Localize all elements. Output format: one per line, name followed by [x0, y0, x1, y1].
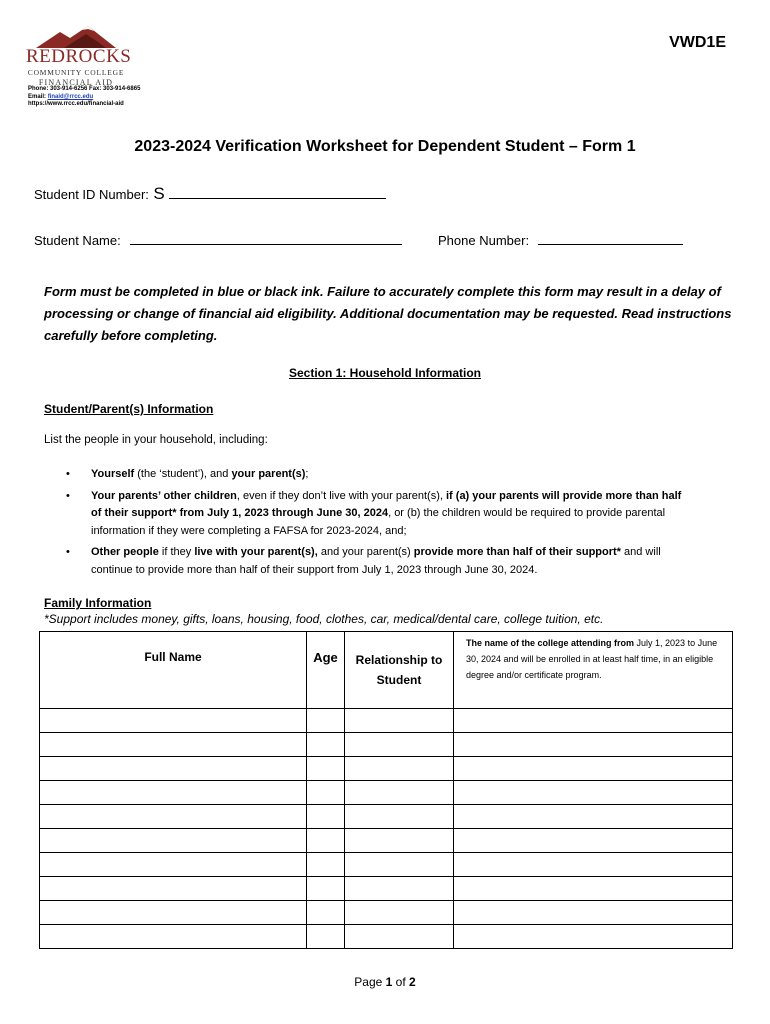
col-age: Age	[307, 632, 345, 709]
col-full-name: Full Name	[40, 632, 307, 709]
relationship-cell[interactable]	[345, 709, 454, 733]
college-cell[interactable]	[454, 853, 733, 877]
college-cell[interactable]	[454, 829, 733, 853]
name-cell[interactable]	[40, 757, 307, 781]
name-cell[interactable]	[40, 877, 307, 901]
family-table	[39, 631, 733, 949]
phone-row	[438, 230, 683, 250]
logo-subtitle: COMMUNITY COLLEGE	[27, 68, 125, 77]
college-cell[interactable]	[454, 709, 733, 733]
household-list	[66, 466, 686, 583]
student-id-prefix: S	[153, 184, 165, 203]
relationship-cell[interactable]	[345, 829, 454, 853]
support-note: *Support includes money, gifts, loans, housing, food, clothes, car, medical/dental care, college tuition, etc.	[44, 612, 604, 626]
table-row	[40, 829, 733, 853]
student-id-row	[34, 184, 386, 204]
relationship-cell[interactable]	[345, 781, 454, 805]
bullet-icon: •	[66, 468, 70, 480]
ink-notice: Form must be completed in blue or black ink. Failure to accurately complete this form may result in a delay of processing or change of financial aid eligibility. Additional documentation may be requested. Read instructions carefully before completing.	[44, 284, 732, 343]
table-row	[40, 805, 733, 829]
college-cell[interactable]	[454, 757, 733, 781]
college-cell[interactable]	[454, 805, 733, 829]
page-title: 2023-2024 Verification Worksheet for Dependent Student – Form 1	[134, 138, 636, 155]
name-cell[interactable]	[40, 901, 307, 925]
contact-info	[28, 86, 140, 109]
age-cell[interactable]	[307, 829, 345, 853]
age-cell[interactable]	[307, 757, 345, 781]
section-title: Section 1: Household Information	[288, 366, 481, 380]
age-cell[interactable]	[307, 901, 345, 925]
table-row	[40, 901, 733, 925]
name-cell[interactable]	[40, 805, 307, 829]
relationship-cell[interactable]	[345, 901, 454, 925]
table-row	[40, 925, 733, 949]
college-cell[interactable]	[454, 901, 733, 925]
relationship-cell[interactable]	[345, 757, 454, 781]
college-cell[interactable]	[454, 925, 733, 949]
student-id-field[interactable]	[169, 184, 386, 199]
student-id-label: Student ID Number:	[34, 187, 149, 202]
student-name-row	[34, 230, 402, 250]
age-cell[interactable]	[307, 853, 345, 877]
table-row	[40, 853, 733, 877]
relationship-cell[interactable]	[345, 925, 454, 949]
bullet-icon: •	[66, 546, 70, 558]
age-cell[interactable]	[307, 805, 345, 829]
email-line	[28, 94, 140, 102]
col-relationship: Relationship to Student	[345, 632, 454, 709]
college-cell[interactable]	[454, 877, 733, 901]
website-link[interactable]: https://www.rrcc.edu/financial-aid	[28, 101, 124, 107]
mountain-logo-icon	[26, 26, 126, 48]
family-info-title: Family Information	[44, 596, 152, 610]
list-item: • Yourself (the ‘student’), and your parent(s);	[66, 466, 686, 484]
email-label: Email:	[28, 93, 48, 100]
name-cell[interactable]	[40, 733, 307, 757]
phone-label: Phone Number:	[438, 233, 530, 248]
name-cell[interactable]	[40, 829, 307, 853]
form-code: VWD1E	[669, 34, 726, 51]
age-cell[interactable]	[307, 925, 345, 949]
table-row	[40, 733, 733, 757]
table-row	[40, 709, 733, 733]
table-header-row	[40, 632, 733, 709]
college-cell[interactable]	[454, 733, 733, 757]
page-number: Page 1 of 2	[354, 975, 416, 989]
list-item: • Your parents’ other children, even if they don’t live with your parent(s), if (a) your parents will provide more than half of their support* from July 1, 2023 through June 30, 2024, or (b) the children would be required to provide parental information if they were completing a FAFSA for 2023-2024, and;	[66, 489, 682, 537]
logo-department: FINANCIAL AID	[38, 78, 114, 87]
name-cell[interactable]	[40, 853, 307, 877]
age-cell[interactable]	[307, 781, 345, 805]
student-name-field[interactable]	[130, 230, 402, 245]
college-cell[interactable]	[454, 781, 733, 805]
age-cell[interactable]	[307, 877, 345, 901]
list-item: • Other people if they live with your parent(s), and your parent(s) provide more than half of their support* and will continue to provide more than half of their support from July 1, 2023 through June 30, 2024.	[66, 546, 661, 576]
relationship-cell[interactable]	[345, 853, 454, 877]
phone-fax: Phone: 303-914-6256 Fax: 303-914-6865	[28, 86, 141, 92]
col-college: The name of the college attending from July 1, 2023 to June 30, 2024 and will be enrolled in at least half time, in an eligible degree and/or certificate program.	[454, 632, 733, 709]
age-cell[interactable]	[307, 709, 345, 733]
name-cell[interactable]	[40, 781, 307, 805]
age-cell[interactable]	[307, 733, 345, 757]
logo-name: REDROCKS	[26, 46, 132, 67]
table-row	[40, 781, 733, 805]
name-cell[interactable]	[40, 709, 307, 733]
household-intro: List the people in your household, including:	[44, 434, 268, 446]
relationship-cell[interactable]	[345, 733, 454, 757]
subsection-title: Student/Parent(s) Information	[44, 402, 214, 416]
relationship-cell[interactable]	[345, 805, 454, 829]
table-row	[40, 877, 733, 901]
bullet-icon: •	[66, 489, 70, 502]
college-logo	[26, 26, 132, 87]
student-name-label: Student Name:	[34, 233, 121, 248]
table-row	[40, 757, 733, 781]
phone-field[interactable]	[538, 230, 683, 245]
email-link[interactable]: finaid@rrcc.edu	[47, 93, 94, 100]
relationship-cell[interactable]	[345, 877, 454, 901]
name-cell[interactable]	[40, 925, 307, 949]
